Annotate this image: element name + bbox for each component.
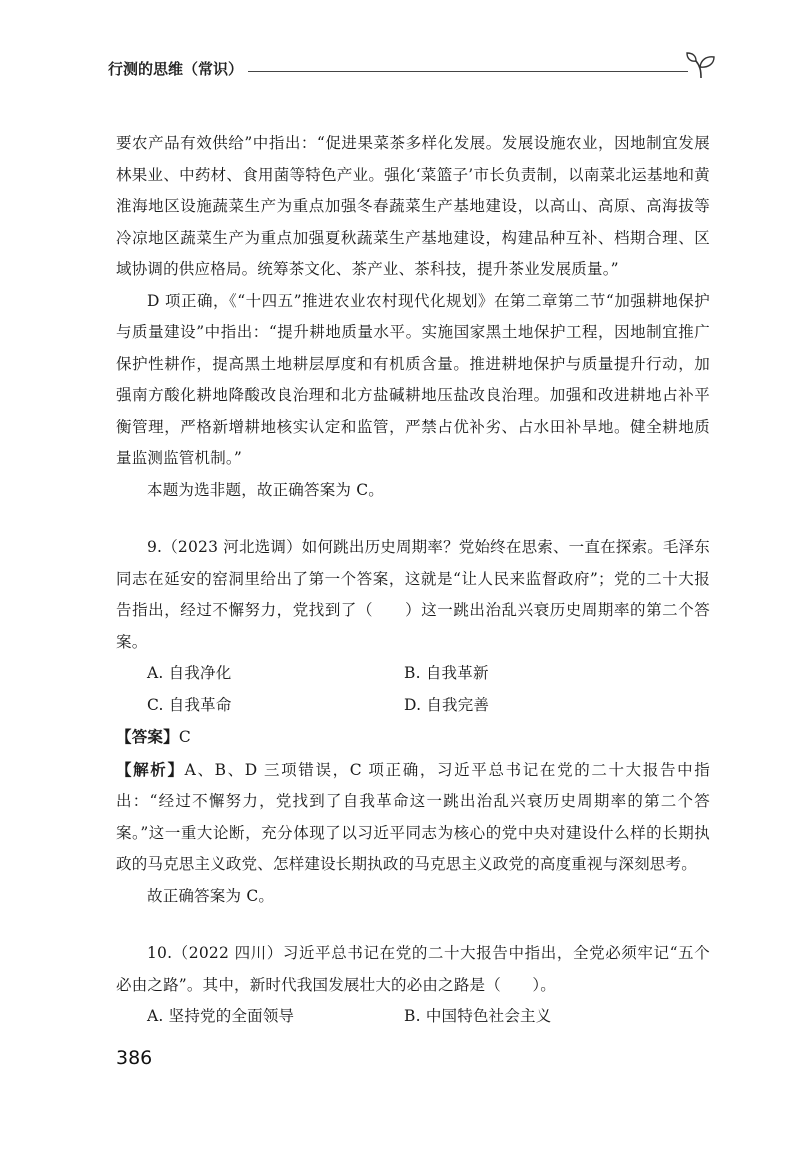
running-header [108, 58, 718, 82]
question-9-stem: 9.（2023 河北选调）如何跳出历史周期率？党始终在思索、一直在探索。毛泽东同志在延安的窑洞里给出了第一个答案，这就是“让人民来监督政府”；党的二十大报告指出，经过不懈努力，党找到了（ ）这一跳出治乱兴衰历史周期率的第二个答案。 [116, 538, 710, 651]
analysis-paragraph [116, 754, 710, 881]
page-number: 386 [116, 1047, 153, 1069]
paragraph-conclusion: 本题为选非题，故正确答案为 C。 [147, 480, 384, 499]
question-9-options-row-1 [116, 658, 710, 690]
option-d: D. 自我完善 [404, 695, 490, 714]
answer-line [116, 721, 710, 754]
answer-value: C [178, 728, 191, 746]
option-b: B. 中国特色社会主义 [404, 1007, 552, 1025]
option-a: A. 坚持党的全面领导 [147, 1007, 295, 1025]
option-a: A. 自我净化 [147, 664, 232, 682]
sprout-icon [684, 48, 718, 82]
paragraph-continued: 要农产品有效供给”中指出：“促进果菜茶多样化发展。发展设施农业，因地制宜发展林果业、中药材、食用菌等特色产业。强化‘菜篮子’市长负责制，以南菜北运基地和黄淮海地区设施蔬菜生产为重点加强冬春蔬菜生产基地建设，以高山、高原、高海拔等冷凉地区蔬菜生产为重点加强夏秋蔬菜生产基地建设，构建品种互补、档期合理、区域协调的供应格局。统筹茶文化、茶产业、茶科技，提升茶业发展质量。” [116, 134, 710, 278]
header-rule [248, 71, 688, 72]
question-10-options-row-1 [116, 1001, 710, 1033]
header-title: 行测的思维（常识） [108, 60, 244, 78]
answer-tag: 【答案】 [116, 727, 179, 746]
page-body [116, 128, 710, 1033]
paragraph-option-d: D 项正确，《“十四五”推进农业农村现代化规划》在第二章第二节“加强耕地保护与质量建设”中指出：“提升耕地质量水平。实施国家黑土地保护工程，因地制宜推广保护性耕作，提高黑土地耕层厚度和有机质含量。推进耕地保护与质量提升行动，加强南方酸化耕地降酸改良治理和北方盐碱耕地压盐改良治理。加强和改进耕地占补平衡管理，严格新增耕地核实认定和监管，严禁占优补劣、占水田补旱地。健全耕地质量监测监管机制。” [116, 291, 710, 467]
analysis-text: A、B、D 三项错误，C 项正确，习近平总书记在党的二十大报告中指出：“经过不懈努力，党找到了自我革命这一跳出治乱兴衰历史周期率的第二个答案。”这一重大论断，充分体现了以习近平同志为核心的党中央对建设什么样的长期执政的马克思主义政党、怎样建设长期执政的马克思主义政党的高度重视与深刻思考。 [116, 760, 710, 873]
option-b: B. 自我革新 [404, 664, 489, 682]
question-9-options-row-2 [116, 690, 710, 722]
option-c: C. 自我革命 [147, 695, 232, 714]
question-9-conclusion: 故正确答案为 C。 [147, 886, 275, 905]
analysis-tag: 【解析】 [116, 759, 185, 779]
question-10-stem: 10.（2022 四川）习近平总书记在党的二十大报告中指出，全党必须牢记“五个必由之路”。其中，新时代我国发展壮大的必由之路是（ ）。 [116, 944, 710, 994]
